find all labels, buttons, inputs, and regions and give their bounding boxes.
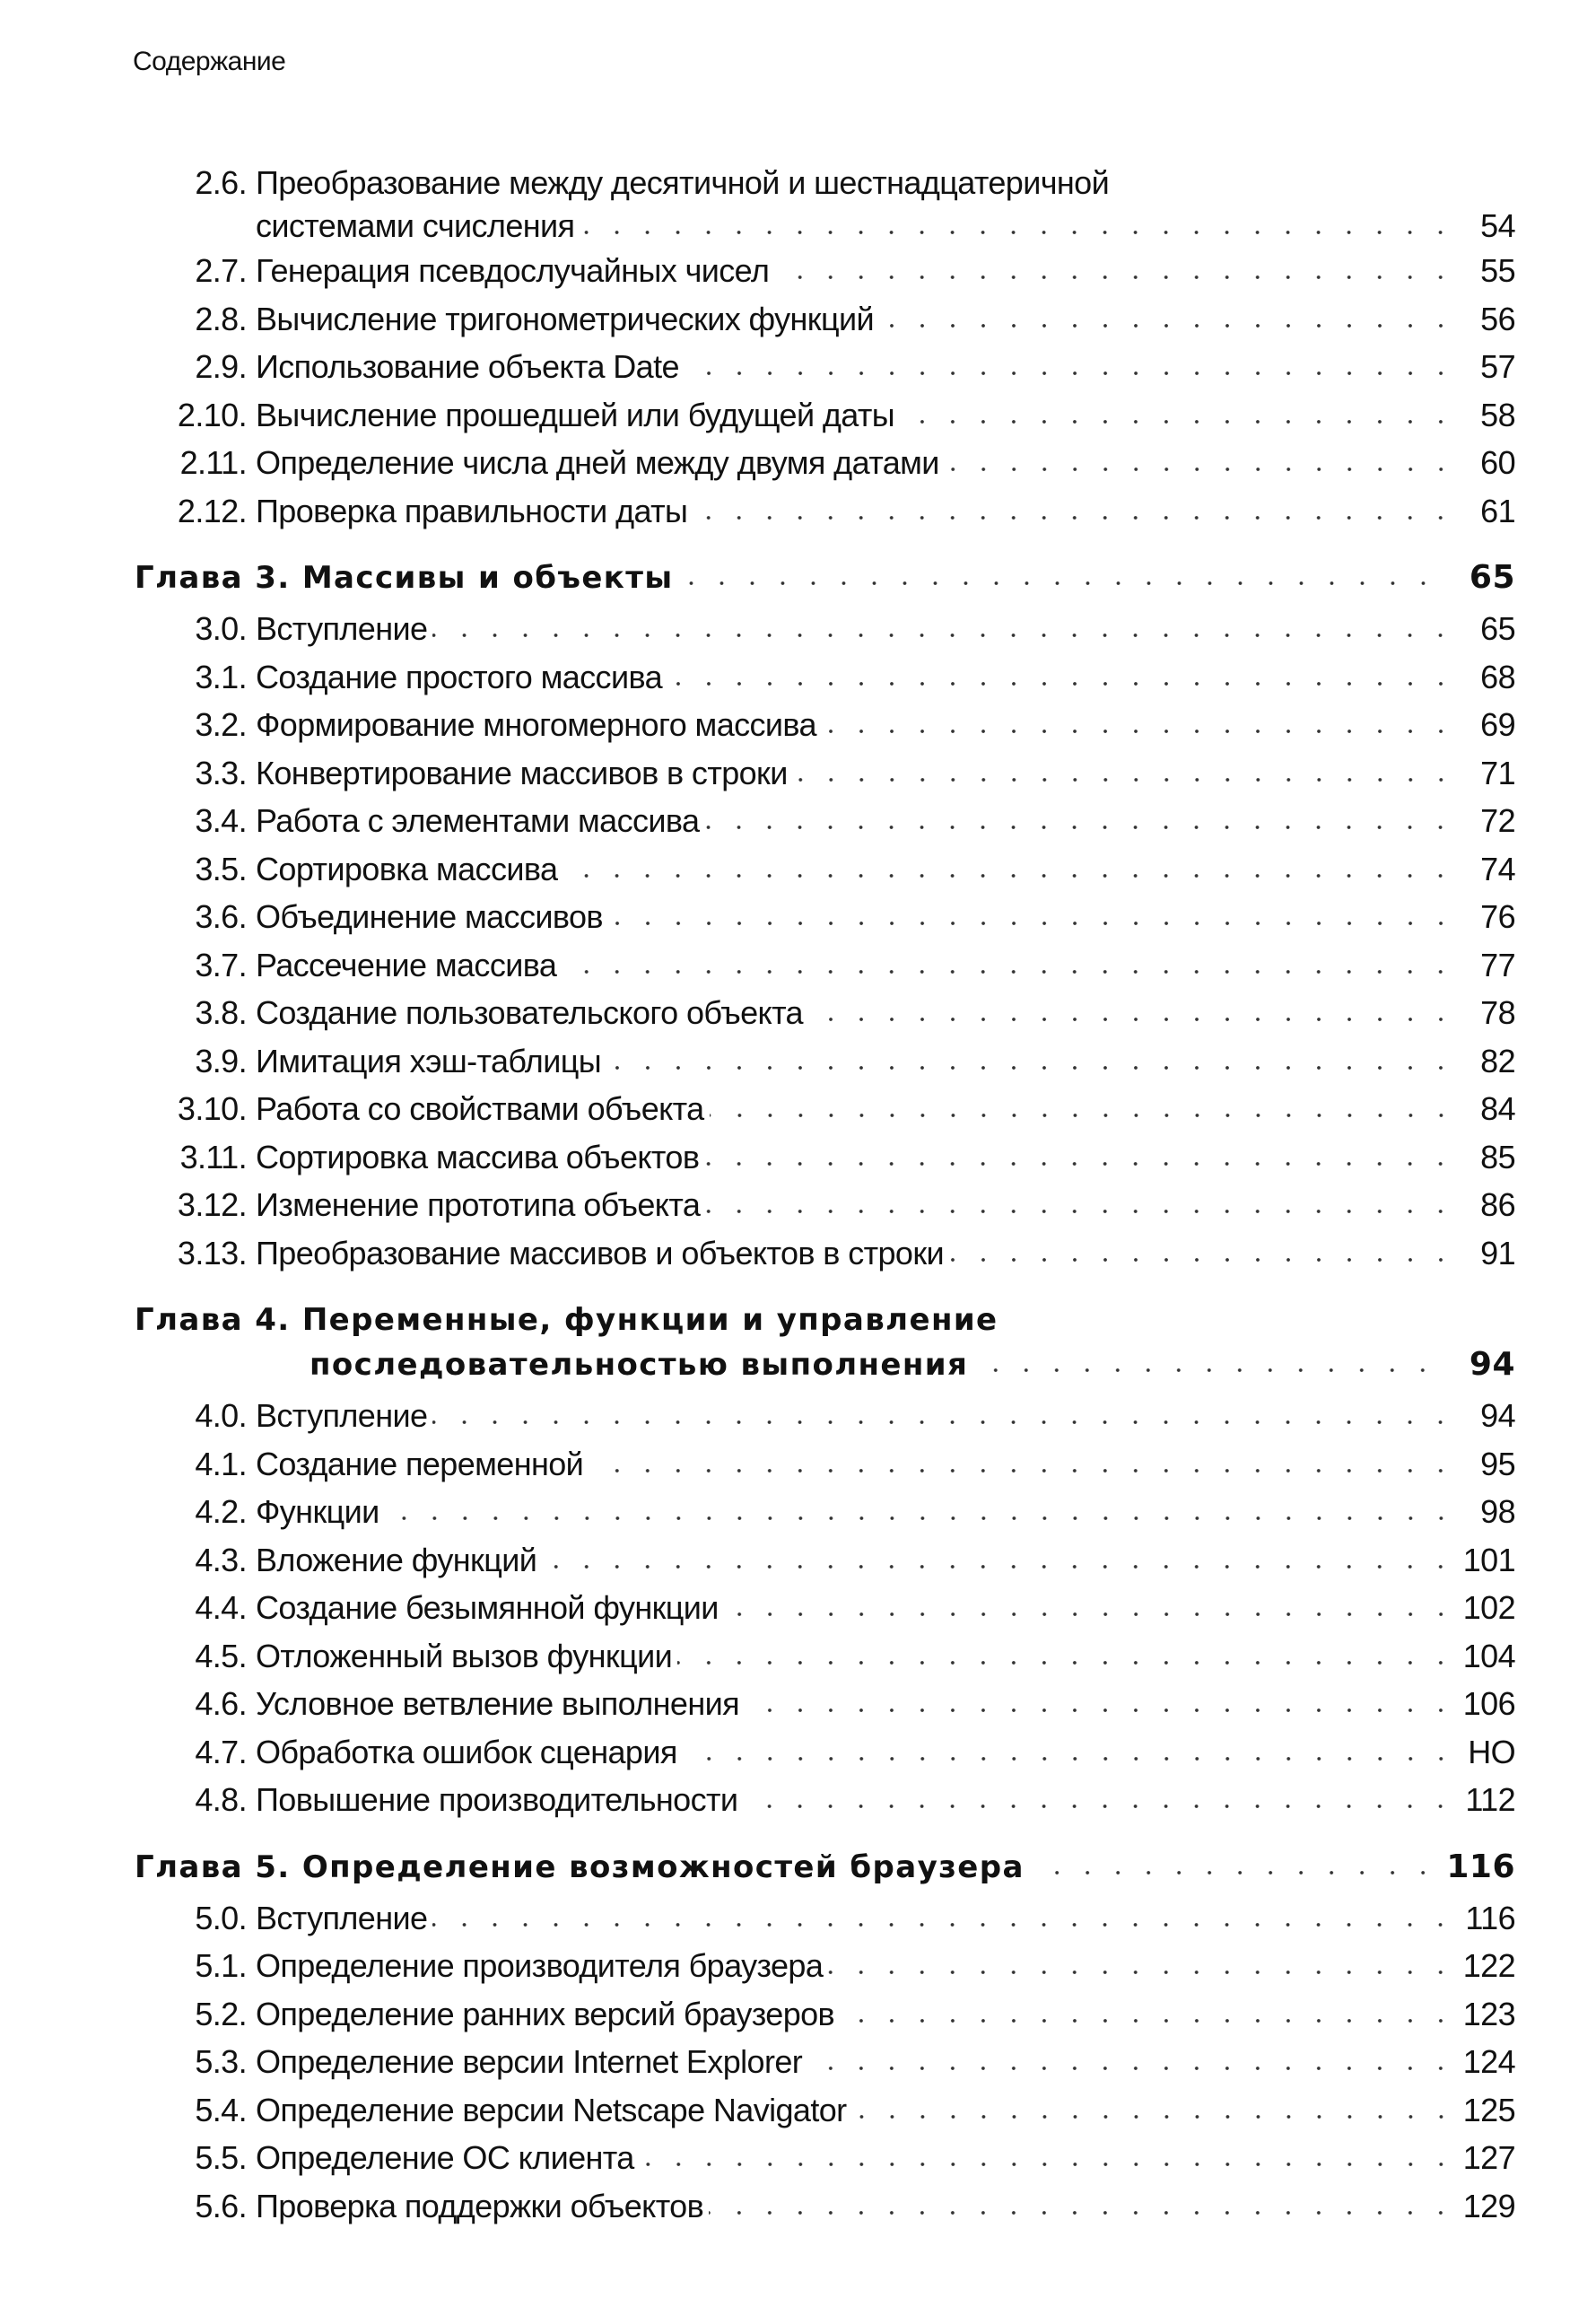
entry-title: Обработка ошибок сценария	[256, 1733, 677, 1770]
entry-page-number: 69	[1480, 706, 1515, 743]
toc-entry	[0, 2185, 1596, 2233]
entry-title: Имитация хэш-таблицы	[256, 1042, 602, 1079]
entry-title: Создание переменной	[256, 1445, 584, 1482]
entry-title: Определение производителя браузера	[256, 1947, 824, 1984]
chapter-heading	[0, 1847, 1596, 1897]
entry-number: 5.4.	[195, 2091, 247, 2128]
entry-title: Вычисление тригонометрических функций	[256, 300, 874, 337]
entry-title: Создание простого массива	[256, 658, 663, 695]
entry-title: Сортировка массива объектов	[256, 1138, 700, 1175]
entry-page-number: 112	[1465, 1781, 1515, 1818]
dot-leader	[683, 1731, 1456, 1763]
entry-number: 3.6.	[195, 898, 247, 935]
entry-number: 3.3.	[195, 754, 247, 791]
entry-title: Вступление	[256, 610, 428, 647]
entry-number: 5.6.	[195, 2187, 247, 2224]
entry-title: Работа со свойствами объекта	[256, 1090, 704, 1127]
entry-page-number: 55	[1480, 252, 1515, 289]
dot-leader	[745, 1682, 1456, 1715]
entry-page-number: 125	[1462, 2091, 1515, 2128]
dot-leader	[677, 1635, 1456, 1667]
toc-entry	[0, 1635, 1596, 1683]
toc-entry	[0, 490, 1596, 538]
dot-leader	[704, 800, 1456, 832]
entry-title: Рассечение массива	[256, 946, 557, 983]
dot-leader	[563, 848, 1456, 880]
entry-title: Условное ветвление выполнения	[256, 1685, 740, 1722]
dot-leader	[679, 557, 1438, 588]
dot-leader	[685, 345, 1456, 378]
toc-entry	[0, 2137, 1596, 2185]
toc-entry	[0, 162, 1596, 205]
entry-number: 5.1.	[195, 1947, 247, 1984]
entry-number: 3.13.	[177, 1234, 247, 1271]
entry-page-number: 58	[1480, 396, 1515, 433]
entry-title: Вступление	[256, 1397, 428, 1434]
toc-entry	[0, 1490, 1596, 1539]
entry-number: 5.3.	[195, 2043, 247, 2080]
entry-number: 4.6.	[195, 1685, 247, 1722]
entry-number: 4.2.	[195, 1493, 247, 1530]
entry-number: 3.5.	[195, 850, 247, 887]
entry-title: Создание безымянной функции	[256, 1589, 719, 1626]
toc-entry	[0, 1040, 1596, 1088]
toc-entry	[0, 1731, 1596, 1779]
toc-entry	[0, 703, 1596, 752]
dot-leader	[840, 1993, 1456, 2025]
entry-number: 3.9.	[195, 1042, 247, 1079]
entry-page-number: 84	[1480, 1090, 1515, 1127]
dot-leader	[562, 944, 1456, 976]
entry-page-number: 129	[1462, 2187, 1515, 2224]
entry-page-number: 82	[1480, 1042, 1515, 1079]
entry-title: Вступление	[256, 1899, 428, 1936]
dot-leader	[385, 1490, 1456, 1523]
entry-number: 2.8.	[195, 300, 247, 337]
entry-page-number: 56	[1480, 300, 1515, 337]
entry-title: Использование объекта Date	[256, 348, 679, 385]
dot-leader	[432, 1394, 1456, 1427]
entry-page-number: 123	[1462, 1995, 1515, 2032]
chapter-heading	[0, 1344, 1596, 1394]
dot-leader	[542, 1539, 1456, 1571]
entry-page-number: 116	[1465, 1899, 1515, 1936]
chapter-page-number: 94	[1469, 1346, 1515, 1383]
dot-leader	[945, 441, 1456, 474]
entry-number: 4.3.	[195, 1541, 247, 1578]
entry-number: 2.10.	[177, 396, 247, 433]
entry-page-number: 54	[1480, 207, 1515, 244]
entry-title: Определение числа дней между двумя датами	[256, 444, 939, 481]
entry-number: 3.7.	[195, 946, 247, 983]
toc-entry	[0, 752, 1596, 800]
entry-title: Отложенный вызов функции	[256, 1637, 673, 1674]
toc-entry	[0, 1586, 1596, 1635]
entry-title: Проверка поддержки объектов	[256, 2187, 704, 2224]
toc-entry	[0, 298, 1596, 346]
entry-title: Проверка правильности даты	[256, 492, 688, 529]
dot-leader	[879, 298, 1456, 330]
chapter-page-number: 65	[1469, 559, 1515, 596]
entry-page-number: 71	[1480, 754, 1515, 791]
entry-title: Преобразование между десятичной и шестнадцатеричной	[256, 164, 1110, 201]
entry-number: 3.1.	[195, 658, 247, 695]
chapter-title: Глава 5. Определение возможностей браузера	[135, 1848, 1025, 1885]
toc-entry	[0, 205, 1596, 249]
entry-title: Преобразование массивов и объектов в строки	[256, 1234, 945, 1271]
entry-page-number: 122	[1462, 1947, 1515, 1984]
entry-number: 5.2.	[195, 1995, 247, 2032]
chapter-title: Глава 3. Массивы и объекты	[135, 560, 674, 596]
entry-number: 3.2.	[195, 706, 247, 743]
dot-leader	[973, 1344, 1438, 1375]
entry-number: 4.7.	[195, 1733, 247, 1770]
toc-entry	[0, 992, 1596, 1040]
dot-leader	[667, 656, 1456, 688]
entry-title: Изменение прототипа объекта	[256, 1186, 701, 1223]
dot-leader	[743, 1778, 1456, 1811]
entry-title: Генерация псевдослучайных чисел	[256, 252, 770, 289]
dot-leader	[608, 896, 1456, 928]
dot-leader	[705, 1184, 1456, 1216]
entry-number: 3.11.	[179, 1138, 247, 1175]
toc-entry	[0, 944, 1596, 992]
toc-entry	[0, 394, 1596, 442]
entry-page-number: 86	[1480, 1186, 1515, 1223]
toc-entry	[0, 656, 1596, 704]
entry-page-number: 78	[1480, 994, 1515, 1031]
dot-leader	[808, 992, 1456, 1024]
entry-number: 2.9.	[195, 348, 247, 385]
entry-title: Создание пользовательского объекта	[256, 994, 803, 1031]
toc-entry	[0, 1778, 1596, 1827]
entry-title: Функции	[256, 1493, 379, 1530]
chapter-title: Глава 4. Переменные, функции и управление	[135, 1302, 999, 1338]
entry-page-number: 106	[1462, 1685, 1515, 1722]
toc-entry	[0, 1944, 1596, 1993]
entry-page-number: 74	[1480, 850, 1515, 887]
toc-entry	[0, 896, 1596, 944]
entry-title: Формирование многомерного массива	[256, 706, 816, 743]
dot-leader	[724, 1586, 1456, 1619]
entry-page-number: 76	[1480, 898, 1515, 935]
entry-page-number: 77	[1480, 946, 1515, 983]
table-of-contents	[0, 162, 1596, 2233]
toc-entry	[0, 345, 1596, 394]
entry-page-number: 95	[1480, 1445, 1515, 1482]
entry-number: 2.7.	[195, 252, 247, 289]
entry-page-number: 60	[1480, 444, 1515, 481]
entry-title: Определение версии Netscape Navigator	[256, 2091, 847, 2128]
entry-number: 2.11.	[179, 444, 247, 481]
toc-entry	[0, 1136, 1596, 1184]
entry-number: 5.5.	[195, 2139, 247, 2176]
entry-page-number: 61	[1480, 492, 1515, 529]
dot-leader	[432, 1897, 1456, 1929]
entry-number: 4.8.	[195, 1781, 247, 1818]
entry-title: Вычисление прошедшей или будущей даты	[256, 396, 895, 433]
entry-number: 3.12.	[177, 1186, 247, 1223]
entry-title: Определение ранних версий браузеров	[256, 1995, 835, 2032]
entry-page-number: 104	[1462, 1637, 1515, 1674]
entry-number: 3.10.	[177, 1090, 247, 1127]
dot-leader	[1030, 1847, 1438, 1877]
dot-leader	[709, 2185, 1456, 2217]
dot-leader	[828, 1944, 1456, 1977]
toc-entry	[0, 607, 1596, 656]
entry-number: 3.4.	[195, 802, 247, 839]
running-head: Содержание	[133, 47, 286, 76]
entry-page-number: 72	[1480, 802, 1515, 839]
entry-number: 2.6.	[195, 164, 247, 201]
dot-leader	[580, 205, 1456, 237]
toc-entry	[0, 1232, 1596, 1280]
toc-entry	[0, 249, 1596, 298]
entry-title: Повышение производительности	[256, 1781, 738, 1818]
entry-number: 3.8.	[195, 994, 247, 1031]
dot-leader	[949, 1232, 1456, 1264]
toc-entry	[0, 441, 1596, 490]
entry-title: системами счисления	[256, 207, 575, 244]
chapter-heading	[0, 557, 1596, 607]
dot-leader	[704, 1136, 1456, 1168]
dot-leader	[589, 1443, 1456, 1475]
dot-leader	[900, 394, 1456, 426]
entry-title: Объединение массивов	[256, 898, 603, 935]
entry-page-number: 94	[1480, 1397, 1515, 1434]
dot-leader	[693, 490, 1456, 522]
entry-number: 4.5.	[195, 1637, 247, 1674]
toc-entry	[0, 1184, 1596, 1232]
entry-page-number: 65	[1480, 610, 1515, 647]
toc-entry	[0, 2089, 1596, 2137]
chapter-title: последовательностью выполнения	[310, 1347, 969, 1383]
toc-entry	[0, 1993, 1596, 2041]
toc-entry	[0, 1088, 1596, 1136]
entry-title: Работа с элементами массива	[256, 802, 700, 839]
chapter-heading	[0, 1299, 1596, 1344]
entry-number: 4.1.	[195, 1445, 247, 1482]
entry-page-number: 57	[1480, 348, 1515, 385]
entry-page-number: НО	[1468, 1733, 1515, 1770]
toc-entry	[0, 1443, 1596, 1491]
entry-page-number: 68	[1480, 658, 1515, 695]
toc-entry	[0, 2040, 1596, 2089]
entry-page-number: 124	[1462, 2043, 1515, 2080]
entry-page-number: 127	[1462, 2139, 1515, 2176]
toc-entry	[0, 1394, 1596, 1443]
entry-title: Определение версии Internet Explorer	[256, 2043, 803, 2080]
dot-leader	[640, 2137, 1456, 2169]
dot-leader	[793, 752, 1456, 784]
entry-title: Вложение функций	[256, 1541, 537, 1578]
entry-page-number: 85	[1480, 1138, 1515, 1175]
toc-entry	[0, 848, 1596, 896]
entry-page-number: 98	[1480, 1493, 1515, 1530]
entry-number: 5.0.	[195, 1899, 247, 1936]
entry-number: 4.0.	[195, 1397, 247, 1434]
entry-title: Сортировка массива	[256, 850, 558, 887]
toc-entry	[0, 800, 1596, 848]
toc-entry	[0, 1539, 1596, 1587]
entry-page-number: 91	[1480, 1234, 1515, 1271]
dot-leader	[710, 1088, 1456, 1120]
dot-leader	[822, 703, 1456, 736]
dot-leader	[606, 1040, 1456, 1072]
entry-number: 2.12.	[177, 492, 247, 529]
chapter-page-number: 116	[1446, 1848, 1515, 1885]
entry-number: 3.0.	[195, 610, 247, 647]
entry-title: Конвертирование массивов в строки	[256, 754, 788, 791]
dot-leader	[774, 249, 1456, 282]
dot-leader	[432, 607, 1456, 640]
toc-entry	[0, 1897, 1596, 1945]
dot-leader	[807, 2040, 1456, 2073]
dot-leader	[852, 2089, 1456, 2121]
entry-title: Определение ОС клиента	[256, 2139, 634, 2176]
entry-page-number: 101	[1462, 1541, 1515, 1578]
entry-number: 4.4.	[195, 1589, 247, 1626]
toc-entry	[0, 1682, 1596, 1731]
entry-page-number: 102	[1462, 1589, 1515, 1626]
